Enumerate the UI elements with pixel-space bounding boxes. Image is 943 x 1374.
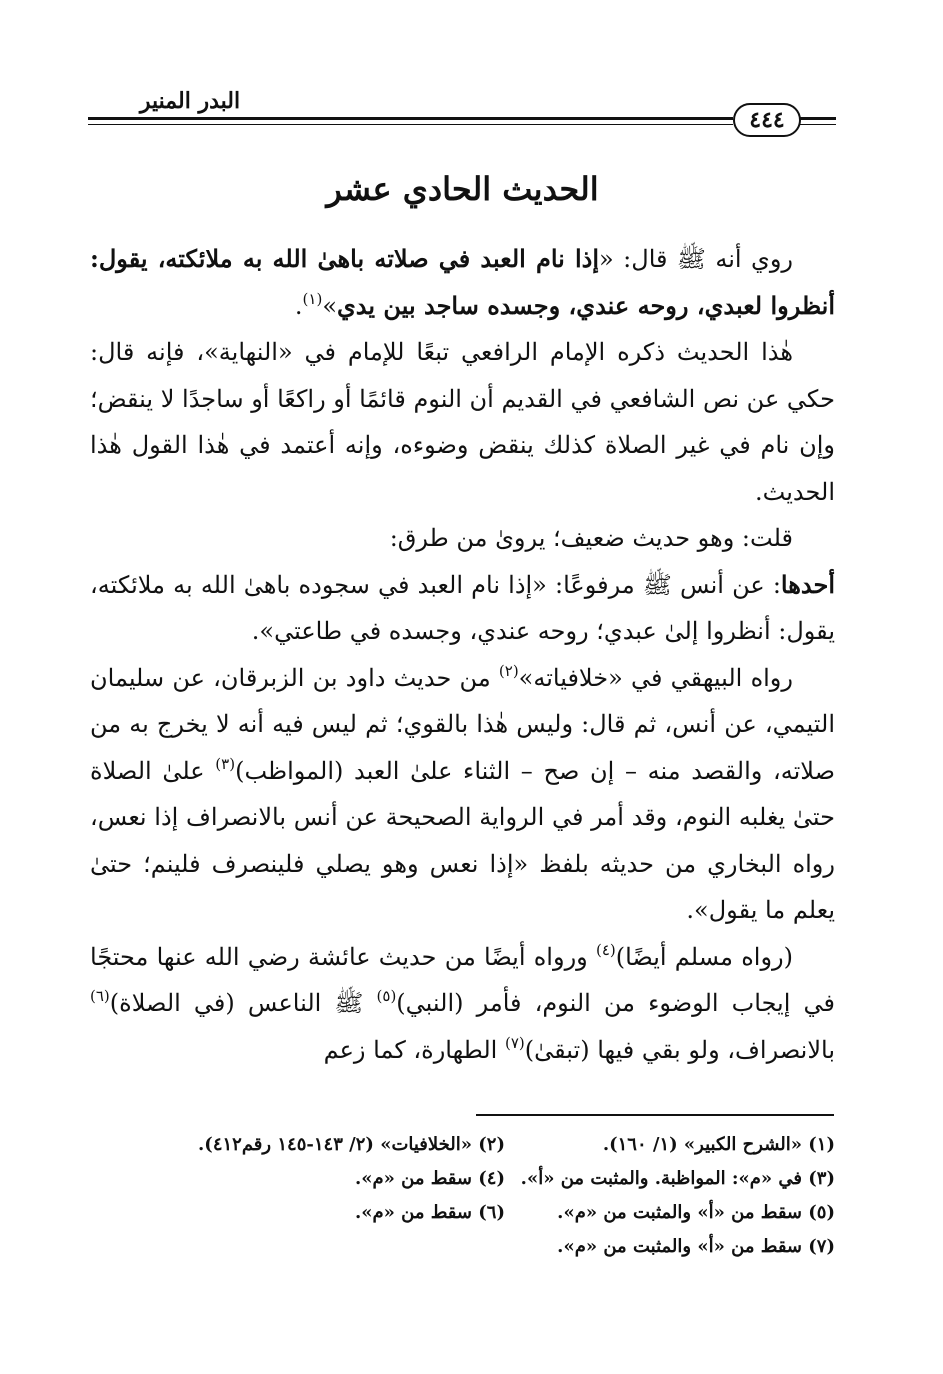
footnote-separator — [476, 1114, 834, 1116]
footnote-row — [90, 1196, 835, 1230]
text-segment: علىٰ الصلاة حتىٰ يغلبه النوم، وقد أمر في الرواية الصحيحة عن أنس بالانصراف إذا نعس، رواه البخاري من حديثه بلفظ «إذا نعس وهو يصلي فلينصرف فلينم؛ حتىٰ يعلم ما يقول». — [90, 756, 835, 924]
footnote-ref: (٦) — [90, 987, 110, 1005]
footnote-ref: (١) — [302, 289, 323, 308]
footnote-row — [90, 1128, 835, 1162]
footnote-row — [90, 1162, 835, 1196]
footnotes — [90, 1128, 835, 1264]
text-segment: الطهارة، كما زعم — [323, 1035, 505, 1064]
running-book-title: البدر المنير — [139, 88, 241, 114]
footnote-ref: (٥) — [376, 987, 397, 1005]
text-segment: . — [294, 291, 303, 320]
paragraph-1 — [90, 236, 835, 329]
hadith-quote: إذا نام العبد في صلاته باهىٰ الله به ملائكته، يقول: أنظروا لعبدي، روحه عندي، وجسده ساجد بين يدي — [90, 244, 835, 320]
header-rule-right-thick — [800, 117, 836, 120]
paragraph-2: هٰذا الحديث ذكره الإمام الرافعي تبعًا للإمام في «النهاية»، فإنه قال: حكي عن نص الشافعي في القديم أن النوم قائمًا أو راكعًا أو ساجدًا لا ينقض؛ وإن نام في غير الصلاة كذلك ينقض وضوءه، وإنه أعتمد في هٰذا القول هٰذا الحديث. — [90, 338, 835, 506]
footnote-6: (٦) سقط من «م». — [354, 1202, 505, 1223]
footnote-7: (٧) سقط من «أ» والمثبت من «م». — [557, 1236, 835, 1257]
text-segment: » — [322, 291, 338, 320]
header-rule-thin — [88, 124, 733, 125]
main-text — [90, 236, 835, 1073]
paragraph-3: قلت: وهو حديث ضعيف؛ يروىٰ من طرق: — [389, 524, 793, 552]
first-path-label: أحدها — [780, 569, 835, 599]
paragraph-6 — [90, 934, 835, 1074]
paragraph-5 — [90, 655, 835, 934]
footnote-4: (٤) سقط من «م». — [354, 1168, 505, 1189]
text-segment: بالانصراف، ولو بقي فيها (تبقىٰ) — [524, 1035, 835, 1064]
footnote-5: (٥) سقط من «أ» والمثبت من «م». — [557, 1202, 835, 1223]
text-segment: روي أنه ﷺ قال: « — [599, 245, 794, 273]
footnote-ref: (٧) — [504, 1033, 525, 1052]
footnote-1: (١) «الشرح الكبير» (١/ ١٦٠). — [602, 1134, 835, 1155]
text-segment: (رواه مسلم أيضًا) — [615, 942, 793, 971]
text-segment: ورواه أيضًا من حديث عائشة رضي الله عنها محتجًا في إيجاب الوضوء من النوم، فأمر (النبي) — [90, 942, 835, 1017]
footnote-ref: (٢) — [498, 661, 519, 680]
footnote-2: (٢) «الخلافيات» (٢/ ١٤٣-١٤٥ رقم٤١٢). — [198, 1134, 505, 1155]
header-rule-thick — [88, 117, 733, 120]
text-segment: ﷺ الناعس (في الصلاة) — [109, 989, 377, 1017]
footnote-ref: (٤) — [595, 940, 616, 959]
header-rule-right-thin — [800, 124, 836, 125]
page-number: ٤٤٤ — [733, 103, 801, 137]
paragraph-4 — [90, 562, 835, 655]
text-segment: رواه البيهقي في «خلافياته» — [518, 663, 793, 692]
text-segment: : عن أنس ﷺ مرفوعًا: «إذا نام العبد في سجوده باهىٰ الله به ملائكته، يقول: أنظروا إلىٰ عبدي؛ روحه عندي، وجسده في طاعتي». — [90, 570, 835, 645]
text-segment: من حديث داود بن الزبرقان، عن سليمان التيمي، عن أنس، ثم قال: وليس هٰذا بالقوي؛ ثم ليس فيه أنه لا يخرج به من صلاته، والقصد منه – إن صح – الثناء علىٰ العبد (المواظب) — [90, 663, 836, 785]
footnote-3: (٣) في «م»: المواظبة. والمثبت من «أ». — [520, 1168, 835, 1189]
hadith-heading: الحديث الحادي عشر — [326, 170, 599, 208]
footnote-row — [90, 1230, 835, 1264]
footnote-ref: (٣) — [215, 754, 236, 773]
